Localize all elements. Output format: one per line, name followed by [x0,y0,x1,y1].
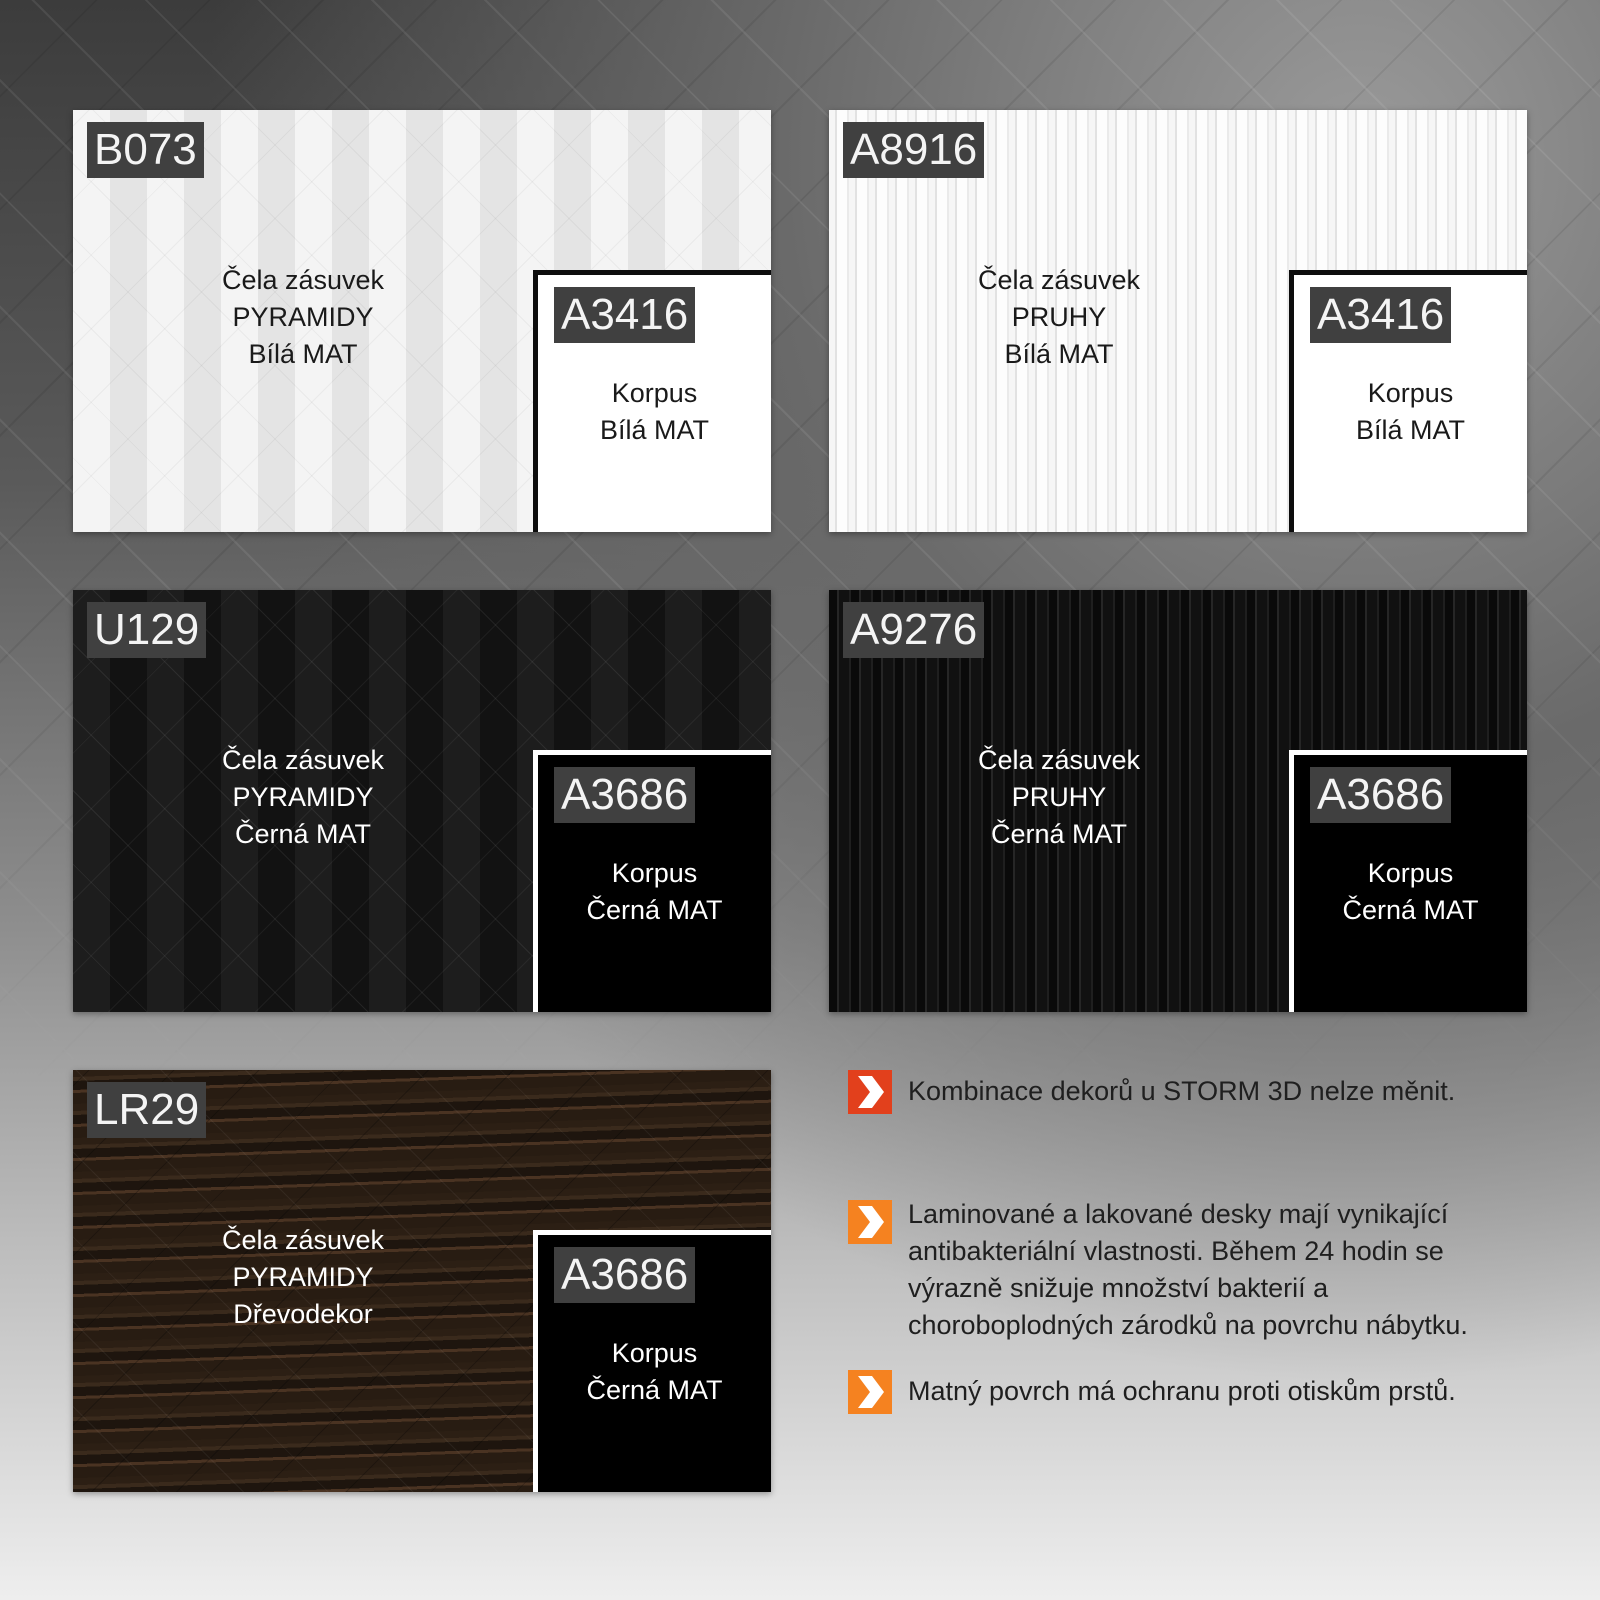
front-description [198,262,408,373]
corpus-swatch [1289,750,1527,1012]
front-description [954,742,1164,853]
decor-code-label: A8916 [843,122,984,178]
decor-card-u129 [73,590,771,1012]
note-line: výrazně snižuje množství bakterií a [908,1273,1329,1303]
corpus-line: Korpus [611,378,698,408]
note-antibacterial [848,1200,1508,1360]
decor-code-label: LR29 [87,1082,206,1138]
corpus-code-label: A3686 [1310,767,1451,823]
front-line: Čela zásuvek [977,265,1141,295]
corpus-line: Korpus [1367,378,1454,408]
decor-code-label: A9276 [843,602,984,658]
corpus-code-label: A3416 [554,287,695,343]
decor-code-label: B073 [87,122,204,178]
note-text [908,1196,1548,1344]
front-line: PRUHY [1011,302,1107,332]
corpus-line: Bílá MAT [599,415,709,445]
corpus-description [538,1335,771,1409]
front-line: Bílá MAT [1004,339,1114,369]
front-line: PYRAMIDY [232,782,374,812]
corpus-swatch [533,750,771,1012]
front-line: Čela zásuvek [221,265,385,295]
front-line: Černá MAT [990,819,1128,849]
corpus-line: Černá MAT [586,895,723,925]
corpus-code-label: A3686 [554,1247,695,1303]
decor-card-b073 [73,110,771,532]
front-line: Černá MAT [234,819,372,849]
corpus-swatch [1289,270,1527,532]
front-line: Čela zásuvek [221,745,385,775]
note-matte-surface [848,1370,1508,1416]
front-line: Dřevodekor [233,1299,373,1329]
corpus-description [538,855,771,929]
front-line: Čela zásuvek [221,1225,385,1255]
decor-card-lr29 [73,1070,771,1492]
corpus-line: Černá MAT [586,1375,723,1405]
front-description [954,262,1164,373]
note-text: Matný povrch má ochranu proti otiskům prstů. [908,1376,1456,1406]
decor-card-a9276 [829,590,1527,1012]
front-line: PYRAMIDY [232,1262,374,1292]
front-line: Bílá MAT [248,339,358,369]
corpus-description [1294,855,1527,929]
note-line: Laminované a lakované desky mají vynikající [908,1199,1449,1229]
front-line: Čela zásuvek [977,745,1141,775]
corpus-swatch [533,1230,771,1492]
front-line: PYRAMIDY [232,302,374,332]
corpus-code-label: A3416 [1310,287,1451,343]
corpus-line: Černá MAT [1342,895,1479,925]
note-line: antibakteriální vlastnosti. Během 24 hodin se [908,1236,1444,1266]
corpus-line: Korpus [1367,858,1454,888]
decor-card-a8916 [829,110,1527,532]
note-fixed-combination [848,1070,1508,1116]
corpus-description [1294,375,1527,449]
note-line: choroboplodných zárodků na povrchu nábytku. [908,1310,1468,1340]
corpus-swatch [533,270,771,532]
corpus-line: Bílá MAT [1355,415,1465,445]
chevron-right-icon [848,1200,892,1244]
corpus-code-label: A3686 [554,767,695,823]
front-line: PRUHY [1011,782,1107,812]
corpus-description [538,375,771,449]
decor-code-label: U129 [87,602,206,658]
chevron-right-icon [848,1370,892,1414]
front-description [198,1222,408,1333]
front-description [198,742,408,853]
corpus-line: Korpus [611,858,698,888]
chevron-right-icon [848,1070,892,1114]
note-text: Kombinace dekorů u STORM 3D nelze měnit. [908,1076,1456,1106]
corpus-line: Korpus [611,1338,698,1368]
